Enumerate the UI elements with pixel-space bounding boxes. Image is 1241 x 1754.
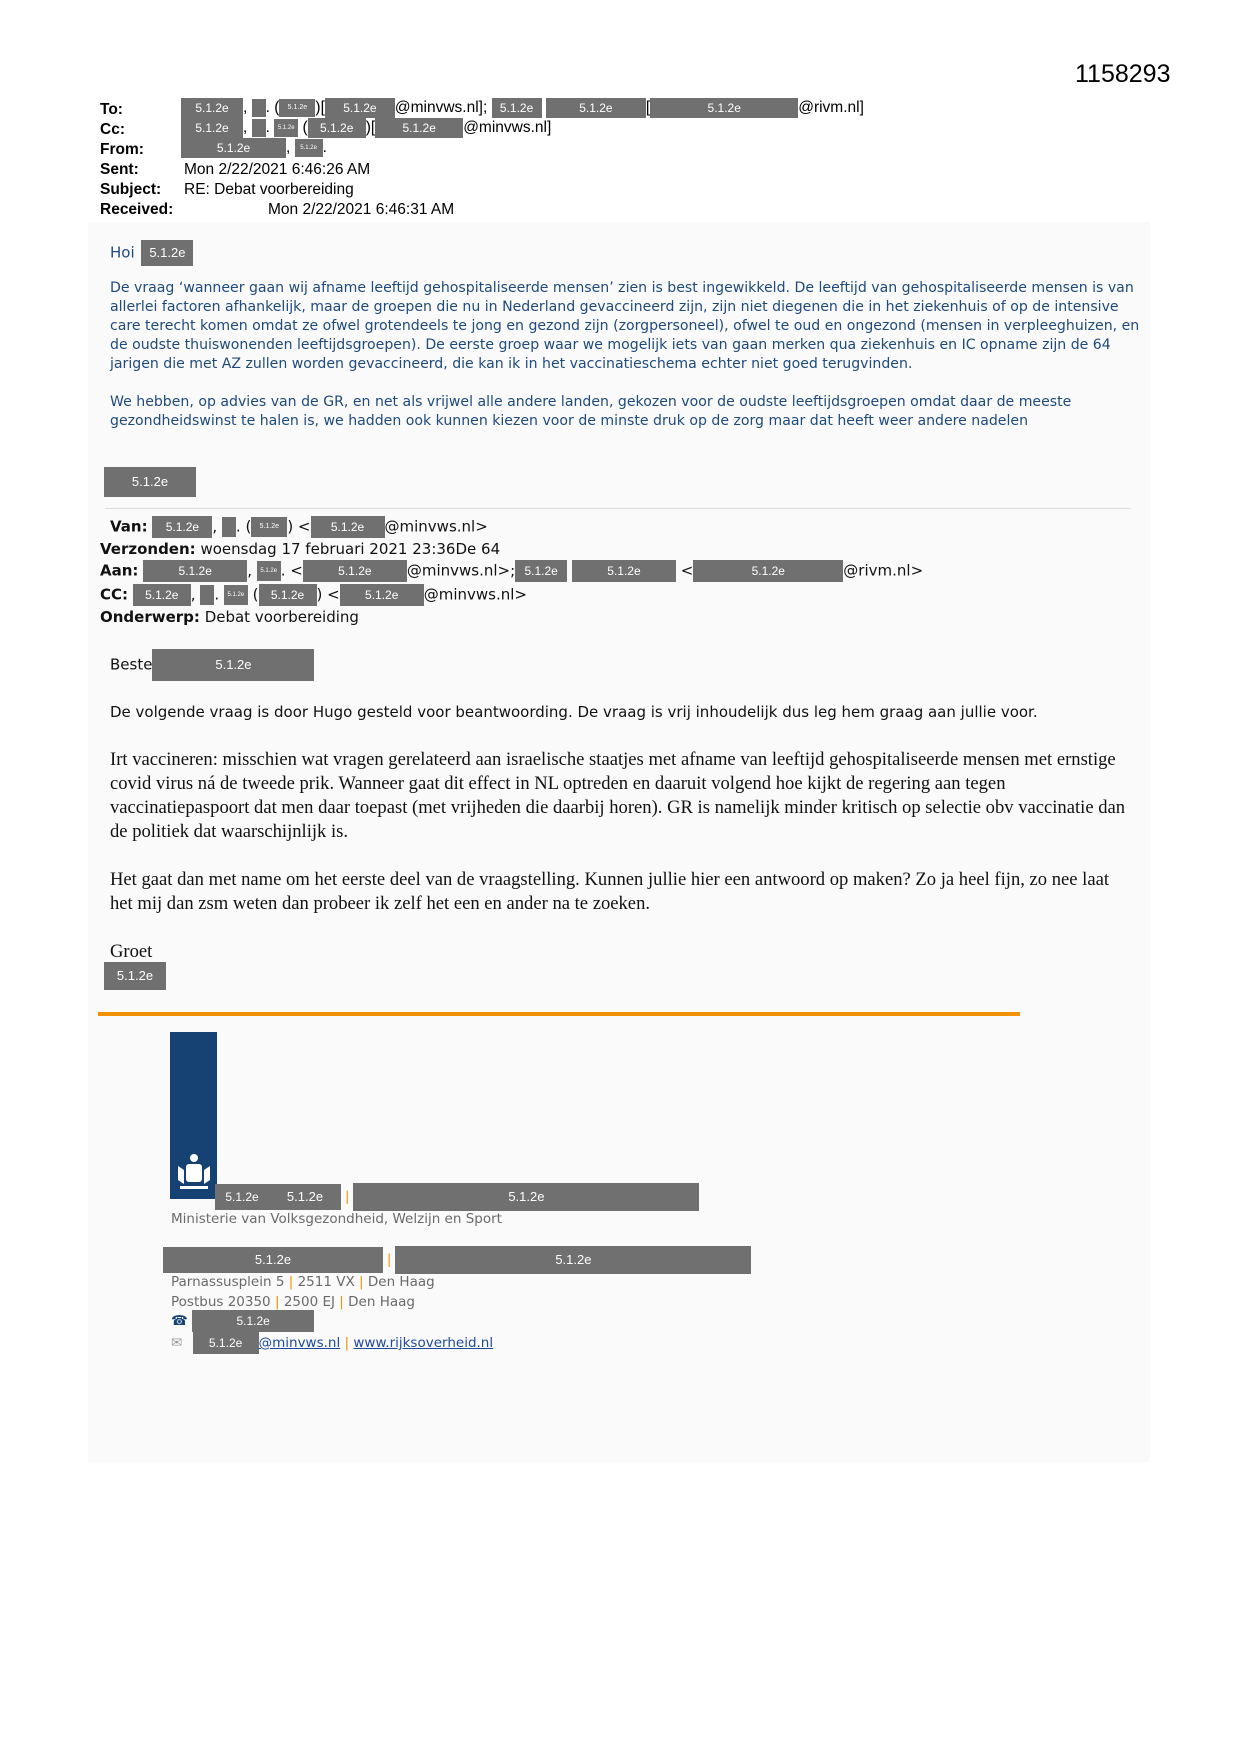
redaction-box: 5.1.2e	[181, 98, 243, 118]
redaction-box: 5.1.2e	[303, 560, 407, 582]
redaction-box: 5.1.2e	[325, 98, 395, 118]
original-greeting: Beste 5.1.2e	[110, 649, 314, 681]
signature-name-row: 5.1.2e 5.1.2e | 5.1.2e	[215, 1183, 699, 1211]
redaction-box: 5.1.2e	[192, 1310, 314, 1332]
redaction-box: 5.1.2e	[693, 560, 843, 582]
redaction-box: 5.1.2e	[269, 1184, 341, 1210]
redaction-box: 5.1.2e	[259, 584, 317, 606]
separator-line	[105, 508, 1131, 509]
redaction-box: 5.1.2e	[546, 98, 646, 118]
website-link[interactable]: www.rijksoverheid.nl	[353, 1335, 494, 1351]
ministry-name: Ministerie van Volksgezondheid, Welzijn en Sport	[171, 1211, 502, 1227]
redaction-box: 5.1.2e	[353, 1183, 699, 1211]
reply-paragraph-2: We hebben, op advies van de GR, en net als vrijwel alle andere landen, gekozen voor de oudste leeftijdsgroepen omdat daar de meeste gezondheidswinst te halen is, we hadden ook kunnen kiezen voor de minste druk op de zorg maar dat heeft weer andere nadelen	[110, 394, 1072, 429]
cc-recipients: 5.1.2e , . 5.1.2e ( 5.1.2e )[ 5.1.2e @minvws.nl]	[181, 118, 551, 138]
to-label: To:	[100, 101, 123, 118]
redaction-box: 5.1.2e	[152, 516, 212, 538]
redaction-box	[252, 99, 266, 117]
redaction-box: 5.1.2e	[193, 1332, 259, 1354]
department-row: 5.1.2e | 5.1.2e	[163, 1246, 751, 1274]
redaction-box: 5.1.2e	[152, 649, 314, 681]
redaction-box: 5.1.2e	[650, 98, 798, 118]
to-recipients: 5.1.2e , . ( 5.1.2e )[ 5.1.2e @minvws.nl]; 5.1.2e 5.1.2e [ 5.1.2e @rivm.nl]	[181, 98, 864, 118]
postal-address: Postbus 20350 | 2500 EJ | Den Haag	[171, 1294, 415, 1310]
redaction-box: 5.1.2e	[375, 118, 463, 138]
from-sender: 5.1.2e , 5.1.2e .	[181, 138, 327, 158]
van-row: Van: 5.1.2e , . ( 5.1.2e ) < 5.1.2e @minvws.nl>	[110, 516, 488, 538]
redaction-box: 5.1.2e	[274, 119, 298, 137]
redaction-box: 5.1.2e	[181, 138, 286, 158]
redaction-box: 5.1.2e	[572, 560, 676, 582]
onderwerp-row: Onderwerp: Debat voorbereiding	[100, 608, 359, 626]
cc-label: Cc:	[100, 121, 125, 138]
original-line-1: De volgende vraag is door Hugo gesteld voor beantwoording. De vraag is vrij inhoudelijk dus leg hem graag aan jullie voor.	[110, 703, 1038, 721]
envelope-icon: ✉	[171, 1335, 183, 1351]
redaction-box: 5.1.2e	[340, 584, 424, 606]
redaction-box: 5.1.2e	[163, 1247, 383, 1273]
cc-original-row: CC: 5.1.2e , . 5.1.2e ( 5.1.2e ) < 5.1.2e @minvws.nl>	[100, 584, 527, 606]
redaction-box: 5.1.2e	[251, 517, 287, 537]
sent-label: Sent:	[100, 161, 139, 178]
reply-paragraph-1: De vraag ‘wanneer gaan wij afname leeftijd gehospitaliseerde mensen’ zien is best ingewikkeld. De leeftijd van gehospitaliseerde mensen is van allerlei factoren afhankelijk, maar de groepen die nu in Nederland gevaccineerd zijn, zijn niet diegenen die in het ziekenhuis of op de intensive care terecht komen omdat ze ofwel grotendeels te jong en gezond zijn (zorgpersoneel), ofwel te oud en ongezond (mensen in verpleeghuizen, en de oudste thuiswonenden leeftijdsgroepen). De eerste groep waar we mogelijk iets van gaan merken qua ziekenhuis en IC opname zijn de 64 jarigen die met AZ zullen worden gevaccineerd, die kan ik in het vaccinatieschema echter niet goed terugvinden.	[110, 280, 1140, 372]
original-quote: Irt vaccineren: misschien wat vragen gerelateerd aan israelische staatjes met afname van leeftijd gehospitaliseerde mensen met ernstige covid virus ná de tweede prik. Wanneer gaat dit effect in NL optreden en daaruit volgend hoe kijkt de regering aan tegen vaccinatiepaspoort dat men daar toepast (met vrijheden die daarbij horen). GR is namelijk minder kritisch op selectie obv vaccinatie dan de politiek dat waarschijnlijk is.	[110, 749, 1126, 842]
redaction-box: 5.1.2e	[515, 560, 567, 582]
sender-redaction: 5.1.2e	[104, 962, 166, 990]
original-request: Het gaat dan met name om het eerste deel van de vraagstelling. Kunnen jullie hier een antwoord op maken? Zo ja heel fijn, zo nee laat het mij dan zsm weten dan probeer ik zelf het een en ander na te zoeken.	[110, 869, 1110, 914]
redaction-box: 5.1.2e	[133, 584, 191, 606]
document-number: 1158293	[1075, 60, 1171, 88]
verzonden-row: Verzonden: woensdag 17 februari 2021 23:36De 64	[100, 540, 501, 558]
subject-value: RE: Debat voorbereiding	[184, 181, 354, 198]
redaction-box: 5.1.2e	[181, 118, 243, 138]
redaction-box	[222, 517, 236, 537]
sent-value: Mon 2/22/2021 6:46:26 AM	[184, 161, 371, 178]
redaction-box: 5.1.2e	[395, 1246, 751, 1274]
redaction-box: 5.1.2e	[279, 99, 315, 117]
email-row: ✉ 5.1.2e @minvws.nl | www.rijksoverheid.nl	[171, 1332, 493, 1354]
subject-label: Subject:	[100, 181, 162, 198]
email-link[interactable]: @minvws.nl	[258, 1335, 341, 1351]
redaction-box: 5.1.2e	[215, 1184, 269, 1210]
redaction-box: 5.1.2e	[492, 98, 542, 118]
from-label: From:	[100, 141, 144, 158]
redaction-box	[252, 119, 266, 137]
reply-greeting: Hoi 5.1.2e	[110, 240, 193, 266]
redaction-box: 5.1.2e	[311, 516, 385, 538]
redaction-box: 5.1.2e	[295, 139, 323, 157]
coat-of-arms-icon	[172, 1148, 216, 1196]
visiting-address: Parnassusplein 5 | 2511 VX | Den Haag	[171, 1274, 435, 1290]
phone-row	[171, 1310, 314, 1332]
received-value: Mon 2/22/2021 6:46:31 AM	[268, 201, 455, 218]
redaction-box: 5.1.2e	[143, 560, 247, 582]
redaction-box	[200, 585, 214, 605]
original-closing: Groet	[110, 941, 153, 962]
redaction-box: 5.1.2e	[224, 585, 248, 605]
received-label: Received:	[100, 201, 174, 218]
signature-redaction: 5.1.2e	[104, 467, 196, 497]
phone-icon: ☎	[171, 1313, 188, 1329]
redaction-box: 5.1.2e	[308, 118, 366, 138]
redaction-box: 5.1.2e	[141, 240, 193, 266]
redaction-box: 5.1.2e	[257, 561, 281, 581]
signature-divider	[98, 1012, 1020, 1016]
aan-row: Aan: 5.1.2e , 5.1.2e . < 5.1.2e @minvws.nl>; 5.1.2e 5.1.2e < 5.1.2e @rivm.nl>	[100, 560, 923, 582]
